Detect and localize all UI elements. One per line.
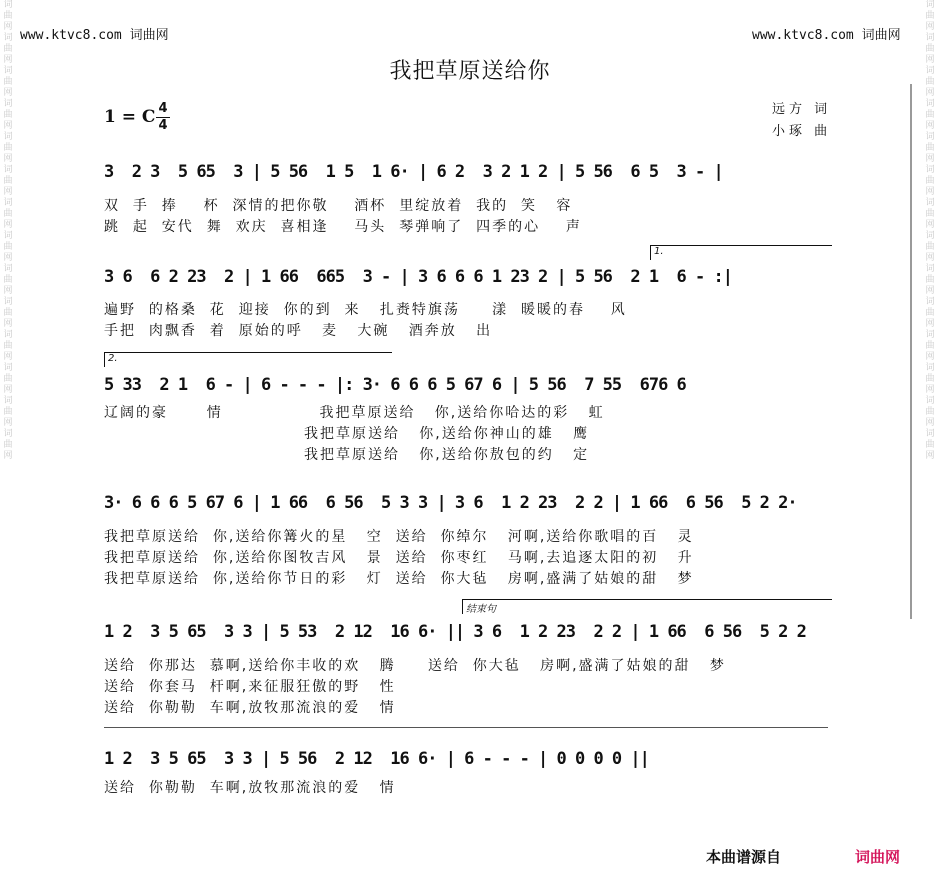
page-title: 我把草原送给你 — [389, 59, 551, 84]
system-3-notes: 5 33 2 1 6 - | 6 - - - |: 3· 6 6 6 5 67 6 | 5 56 7 55 676 6 — [104, 375, 686, 395]
time-signature — [156, 102, 170, 133]
system-4-notes: 3· 6 6 6 5 67 6 | 1 66 6 56 5 3 3 | 3 6 1 2 23 2 2 | 1 66 6 56 5 2 2· — [104, 493, 797, 513]
ending-line — [104, 727, 828, 728]
scrollbar[interactable] — [910, 84, 912, 619]
volta-2-label: 2. — [108, 353, 118, 364]
time-signature-bottom: 4 — [158, 118, 168, 133]
system-1-notes: 3 2 3 5 65 3 | 5 56 1 5 1 6· | 6 2 3 2 1 2 | 5 56 6 5 3 - | — [104, 162, 723, 182]
system-3-lyric-2: 我把草原送给 你,送给你神山的雄 鹰 — [104, 426, 590, 442]
system-4-lyric-3: 我把草原送给 你,送给你节日的彩 灯 送给 你大毡 房啊,盛满了姑娘的甜 梦 — [104, 571, 694, 587]
time-signature-top: 4 — [158, 101, 168, 116]
volta-1-label: 1. — [654, 246, 664, 257]
system-6-lyric-1: 送给 你勒勒 车啊,放牧那流浪的爱 情 — [104, 780, 396, 796]
system-2-lyric-1: 遍野 的格桑 花 迎接 你的到 来 扎赉特旗荡 漾 暖暖的春 风 — [104, 302, 627, 318]
ending-label: 结束句 — [466, 604, 496, 615]
site-label-left: www.ktvc8.com 词曲网 — [20, 28, 169, 43]
watermark-left: 词曲网词曲网词曲网词曲网词曲网词曲网词曲网词曲网词曲网词曲网词曲网词曲网词曲网词曲网 — [3, 0, 13, 461]
watermark-right: 词曲网词曲网词曲网词曲网词曲网词曲网词曲网词曲网词曲网词曲网词曲网词曲网词曲网词曲网 — [925, 0, 935, 461]
system-4-lyric-2: 我把草原送给 你,送给你图牧吉风 景 送给 你枣红 马啊,去追逐太阳的初 升 — [104, 550, 694, 566]
system-1-lyric-2: 跳 起 安代 舞 欢庆 喜相逢 马头 琴弹响了 四季的心 声 — [104, 219, 582, 235]
system-3-lyric-1: 辽阔的豪 情 我把草原送给 你,送给你哈达的彩 虹 — [104, 405, 605, 421]
ending-bracket — [462, 599, 832, 614]
key-signature: 1 = C — [104, 107, 156, 127]
footer-logo[interactable]: 词曲网 — [855, 848, 901, 866]
composer-credit: 小琢 曲 — [772, 124, 832, 139]
system-5-notes: 1 2 3 5 65 3 3 | 5 53 2 12 16 6· || 3 6 1 2 23 2 2 | 1 66 6 56 5 2 2 — [104, 622, 806, 642]
system-2-notes: 3 6 6 2 23 2 | 1 66 665 3 - | 3 6 6 6 1 23 2 | 5 56 2 1 6 - :| — [104, 267, 732, 287]
system-5-lyric-3: 送给 你勒勒 车啊,放牧那流浪的爱 情 — [104, 700, 396, 716]
system-6-notes: 1 2 3 5 65 3 3 | 5 56 2 12 16 6· | 6 - - - | 0 0 0 0 || — [104, 749, 649, 769]
volta-1 — [650, 245, 832, 260]
system-5-lyric-1: 送给 你那达 慕啊,送给你丰收的欢 腾 送给 你大毡 房啊,盛满了姑娘的甜 梦 — [104, 658, 726, 674]
volta-2 — [104, 352, 392, 367]
site-label-right: www.ktvc8.com 词曲网 — [752, 28, 901, 43]
system-4-lyric-1: 我把草原送给 你,送给你篝火的星 空 送给 你绰尔 河啊,送给你歌唱的百 灵 — [104, 529, 694, 545]
lyricist-credit: 远方 词 — [772, 102, 832, 117]
system-5-lyric-2: 送给 你套马 杆啊,来征服狂傲的野 性 — [104, 679, 396, 695]
footer-source-note: 本曲谱源自 — [706, 848, 782, 866]
system-2-lyric-2: 手把 肉飘香 着 原始的呼 麦 大碗 酒奔放 出 — [104, 323, 493, 339]
system-3-lyric-3: 我把草原送给 你,送给你敖包的约 定 — [104, 447, 590, 463]
system-1-lyric-1: 双 手 捧 杯 深情的把你敬 酒杯 里绽放着 我的 笑 容 — [104, 198, 573, 214]
